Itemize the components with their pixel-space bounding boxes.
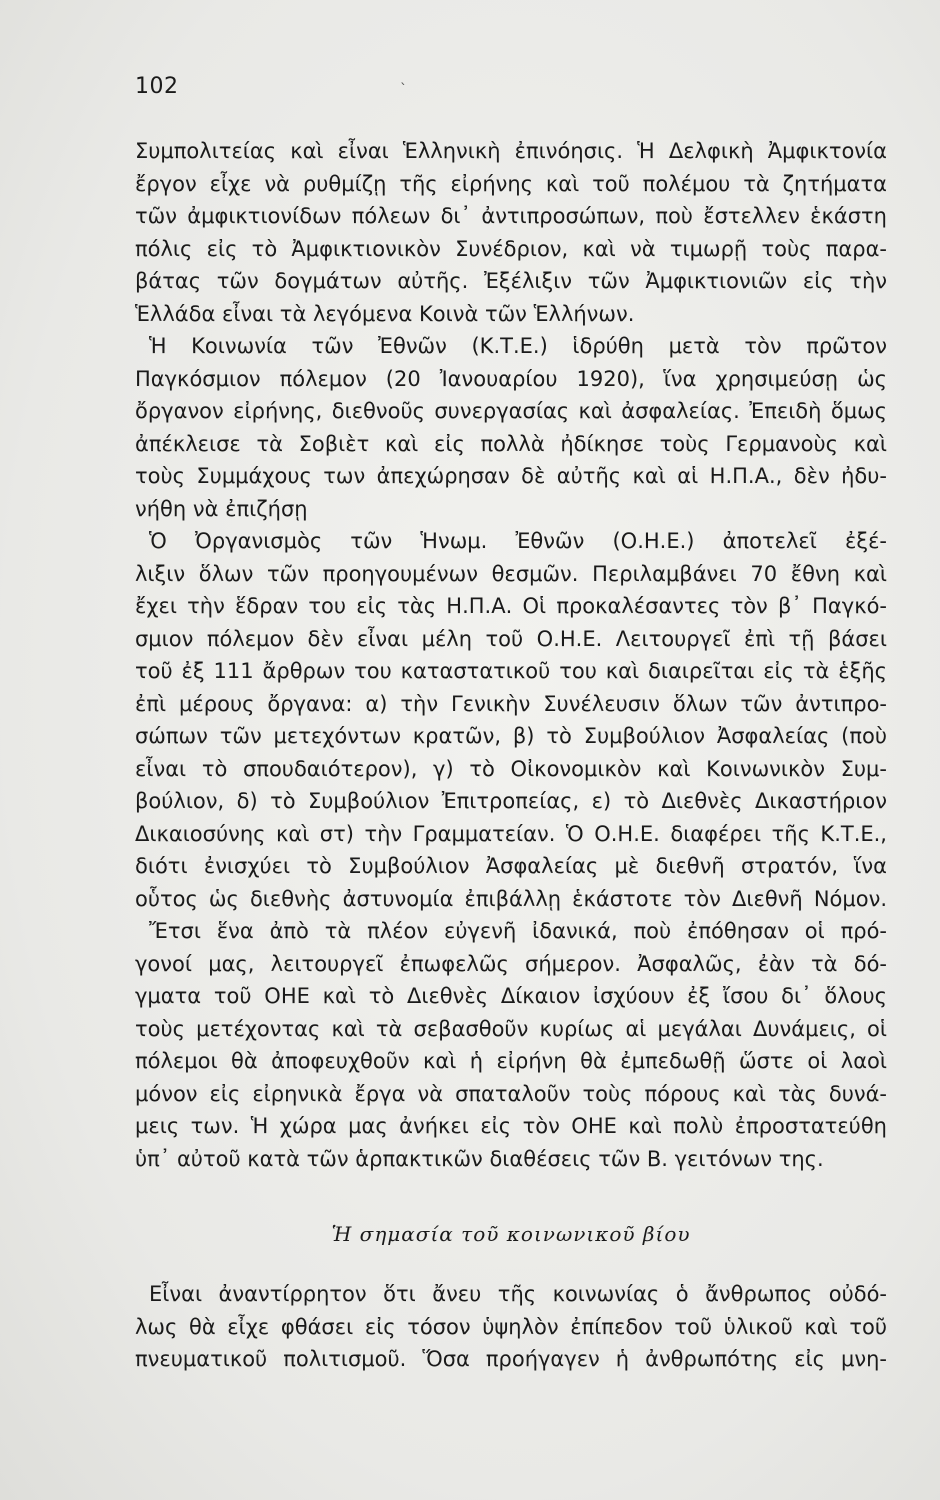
text-line: πόλεμοι θὰ ἀποφευχθοῦν καὶ ἡ εἰρήνη θὰ ἐμπεδωθῇ ὥστε οἱ λαοὶ: [135, 1049, 887, 1073]
text-line: πνευματικοῦ πολιτισμοῦ. Ὅσα προήγαγεν ἡ ἀνθρωπότης εἰς μνη-: [135, 1347, 887, 1371]
text-line: τῶν ἀμφικτιονίδων πόλεων δι᾽ ἀντιπροσώπων, ποὺ ἔστελλεν ἑκάστη: [135, 204, 887, 228]
text-line: Ἔτσι ἕνα ἀπὸ τὰ πλέον εὐγενῆ ἰδανικά, ποὺ ἐπόθησαν οἱ πρό-: [149, 919, 887, 943]
text-line: τοῦ ἐξ 111 ἄρθρων του καταστατικοῦ του καὶ διαιρεῖται εἰς τὰ ἑξῆς: [135, 659, 887, 683]
text-line: βάτας τῶν δογμάτων αὐτῆς. Ἐξέλιξιν τῶν Ἀμφικτιονιῶν εἰς τὴν: [135, 269, 887, 293]
text-line: Ἑλλάδα εἶναι τὰ λεγόμενα Κοινὰ τῶν Ἑλλήνων.: [135, 301, 635, 326]
text-line: Εἶναι ἀναντίρρητον ὅτι ἄνευ τῆς κοινωνίας ὁ ἄνθρωπος οὐδό-: [149, 1282, 887, 1306]
text-line: λως θὰ εἶχε φθάσει εἰς τόσον ὑψηλὸν ἐπίπεδον τοῦ ὑλικοῦ καὶ τοῦ: [135, 1314, 887, 1339]
text-line: γονοί μας, λειτουργεῖ ἐπωφελῶς σήμερον. Ἀσφαλῶς, ἐὰν τὰ δό-: [135, 951, 887, 976]
text-line: πόλις εἰς τὸ Ἀμφικτιονικὸν Συνέδριον, καὶ νὰ τιμωρῇ τοὺς παρα-: [135, 236, 887, 261]
text-line: βούλιον, δ) τὸ Συμβούλιον Ἐπιτροπείας, ε) τὸ Διεθνὲς Δικαστήριον: [135, 789, 887, 813]
text-line: Ἡ Κοινωνία τῶν Ἐθνῶν (Κ.Τ.Ε.) ἱδρύθη μετὰ τὸν πρῶτον: [149, 334, 887, 358]
text-line: λιξιν ὅλων τῶν προηγουμένων θεσμῶν. Περιλαμβάνει 70 ἔθνη καὶ: [135, 561, 887, 586]
page-number: 102: [135, 74, 179, 99]
section-heading: Ἡ σημασία τοῦ κοινωνικοῦ βίου: [331, 1222, 691, 1246]
text-line: ἔχει τὴν ἕδραν του εἰς τὰς Η.Π.Α. Οἱ προκαλέσαντες τὸν β᾽ Παγκό-: [135, 594, 887, 618]
text-line: γματα τοῦ ΟΗΕ καὶ τὸ Διεθνὲς Δίκαιον ἰσχύουν ἐξ ἴσου δι᾽ ὅλους: [135, 984, 887, 1008]
text-line: Δικαιοσύνης καὶ στ) τὴν Γραμματείαν. Ὁ Ο.Η.Ε. διαφέρει τῆς Κ.Τ.Ε.,: [135, 821, 887, 846]
text-line: Συμπολιτείας καὶ εἶναι Ἑλληνικὴ ἐπινόησις. Ἡ Δελφικὴ Ἀμφικτονία: [135, 139, 887, 163]
text-line: ἀπέκλεισε τὰ Σοβιὲτ καὶ εἰς πολλὰ ἠδίκησε τοὺς Γερμανοὺς καὶ: [135, 431, 887, 456]
text-line: ὑπ᾽ αὐτοῦ κατὰ τῶν ἁρπακτικῶν διαθέσεις τῶν Β. γειτόνων της.: [135, 1146, 824, 1171]
body-text-block-2: [135, 1278, 887, 1376]
text-line: διότι ἐνισχύει τὸ Συμβούλιον Ἀσφαλείας μὲ διεθνῆ στρατόν, ἵνα: [135, 854, 887, 878]
text-line: ἔργον εἶχε νὰ ρυθμίζῃ τῆς εἰρήνης καὶ τοῦ πολέμου τὰ ζητήματα: [135, 171, 887, 196]
text-line: Ὁ Ὀργανισμὸς τῶν Ἡνωμ. Ἐθνῶν (Ο.Η.Ε.) ἀποτελεῖ ἐξέ-: [149, 529, 887, 553]
text-line: νήθη νὰ ἐπιζήσῃ: [135, 496, 308, 521]
body-text-block-1: [135, 135, 887, 1175]
text-line: ὄργανον εἰρήνης, διεθνοῦς συνεργασίας καὶ ἀσφαλείας. Ἐπειδὴ ὅμως: [135, 399, 887, 423]
text-line: σώπων τῶν μετεχόντων κρατῶν, β) τὸ Συμβούλιον Ἀσφαλείας (ποὺ: [135, 724, 887, 748]
text-line: Παγκόσμιον πόλεμον (20 Ἰανουαρίου 1920), ἵνα χρησιμεύσῃ ὡς: [135, 366, 887, 391]
text-line: εἶναι τὸ σπουδαιότερον), γ) τὸ Οἰκονομικὸν καὶ Κοινωνικὸν Συμ-: [135, 756, 887, 781]
text-line: τοὺς μετέχοντας καὶ τὰ σεβασθοῦν κυρίως αἱ μεγάλαι Δυνάμεις, οἱ: [135, 1016, 887, 1041]
stray-print-mark: ˋ: [400, 82, 407, 98]
text-line: οὗτος ὡς διεθνὴς ἀστυνομία ἐπιβάλλῃ ἑκάστοτε τὸν Διεθνῆ Νόμον.: [135, 886, 887, 911]
text-line: μεις των. Ἡ χώρα μας ἀνήκει εἰς τὸν ΟΗΕ καὶ πολὺ ἐπροστατεύθη: [135, 1114, 887, 1138]
text-line: τοὺς Συμμάχους των ἀπεχώρησαν δὲ αὐτῆς καὶ αἱ Η.Π.Α., δὲν ἠδυ-: [135, 464, 887, 488]
text-line: μόνον εἰς εἰρηνικὰ ἔργα νὰ σπαταλοῦν τοὺς πόρους καὶ τὰς δυνά-: [135, 1081, 887, 1106]
text-line: σμιον πόλεμον δὲν εἶναι μέλη τοῦ Ο.Η.Ε. Λειτουργεῖ ἐπὶ τῇ βάσει: [135, 626, 887, 651]
text-line: ἐπὶ μέρους ὄργανα: α) τὴν Γενικὴν Συνέλευσιν ὅλων τῶν ἀντιπρο-: [135, 691, 887, 716]
